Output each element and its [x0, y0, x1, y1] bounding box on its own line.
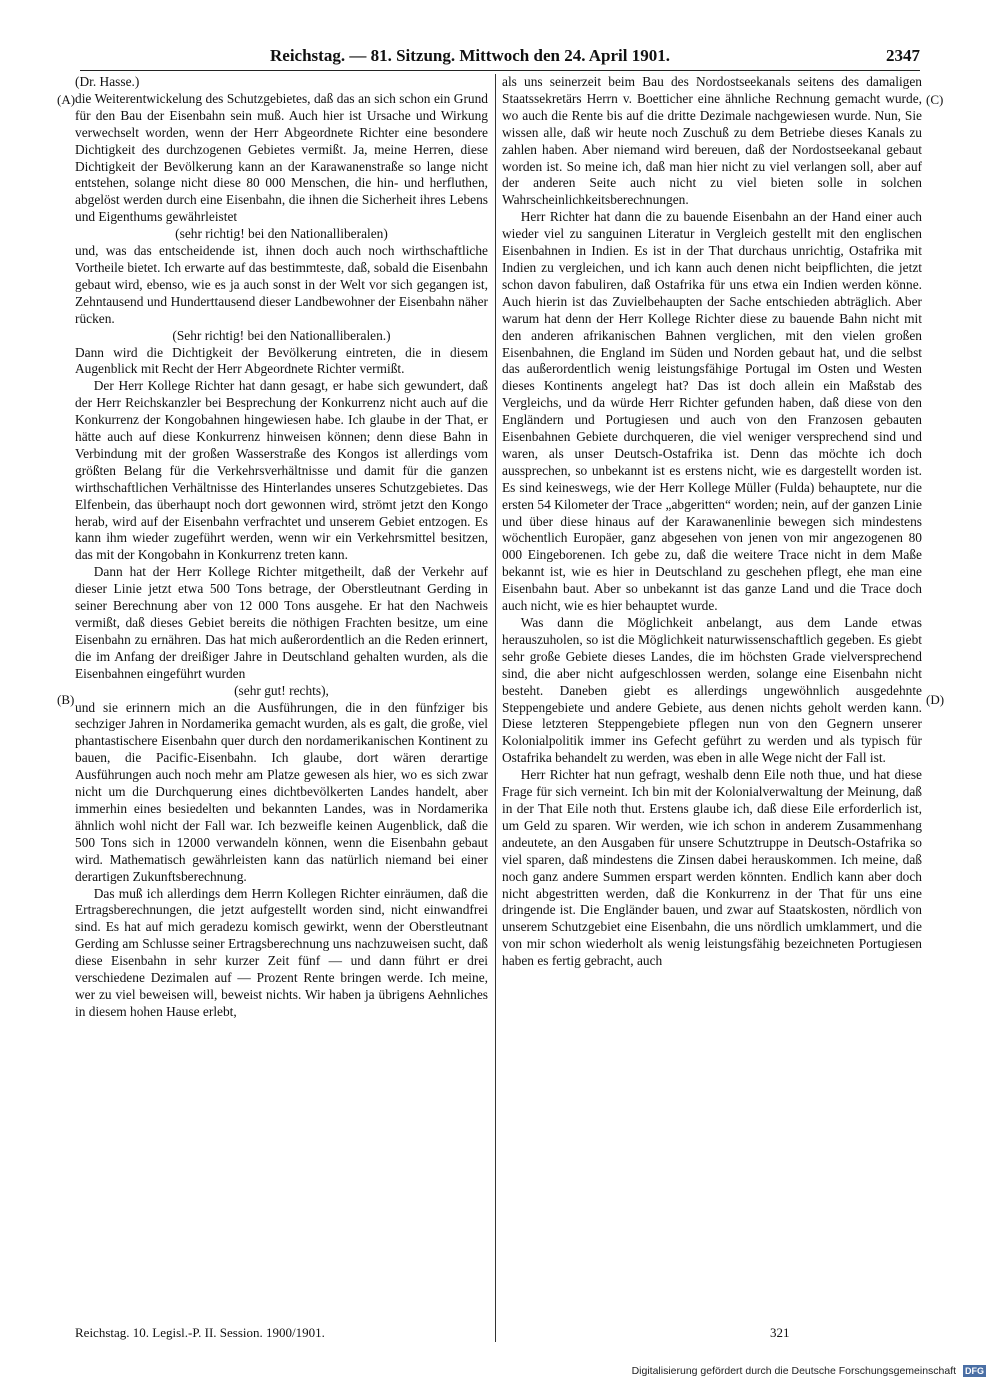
interjection: (sehr richtig! bei den Nationalliberalen) — [175, 226, 388, 242]
header-title: Reichstag. — 81. Sitzung. Mittwoch den 24. April 1901. — [270, 46, 670, 65]
paragraph: Was dann die Möglichkeit anbelangt, aus dem Lande etwas herauszuholen, so ist die Möglichkeit naturwissenschaftlich gegeben. Es giebt sehr große Gebiete dieses Landes, die im höchsten Grade vielversprechend sind, die aber nicht aufgeschlossen werden, solange eine Eisenbahn nicht besteht. Daneben giebt es allerdings ungewöhnlich ausgedehnte Steppengebiete und andere Gebiete, aus denen nichts geholt werden kann. Diese letzteren Steppengebiete pflegen nun von den Gegnern unserer Kolonialpolitik immer ins Gefecht geführt zu werden und als typisch für Ostafrika behandelt zu werden, was eben in alle Wege nicht der Fall ist. — [502, 615, 922, 766]
speaker-label: (Dr. Hasse.) — [75, 74, 140, 89]
paragraph: als uns seinerzeit beim Bau des Nordostseekanals seitens des damaligen Staatssekretärs Herrn v. Boetticher eine ähnliche Rechnung gemacht wurde, wo auch die Rente bis auf die dritte Dezimale nachgewiesen wurde. Nun, Sie wissen alle, daß wir heute noch Zuschuß zu dem Betriebe dieses Kanals zu zahlen haben. Aber niemand wird bereuen, daß der Nordostseekanal gebaut worden ist. So meine ich, daß man hier nicht zu viel verlangen soll, aber auf der anderen Seite auch nicht zu viel bieten solle in solchen Wahrscheinlichkeitsberechnungen. — [502, 74, 922, 208]
page-number: 2347 — [886, 46, 920, 65]
paragraph: und sie erinnern mich an die Ausführungen, die in den fünfziger bis sechziger Jahren in Nordamerika gemacht wurden, als es galt, die große, viel phantastischere Eisenbahn quer durch den nordamerikanischen Kontinent zu bauen, die Pacific-Eisenbahn. Ich glaube, dort wären derartige Ausführungen auch noch mehr am Platze gewesen als hier, wo es sich zwar nicht um die Durchquerung eines dichtbevölkerten Landes handelt, aber immerhin eines besiedelten und bekannten Landes, was in Nordamerika ähnlich wohl nicht der Fall war. Ich bezweifle keinen Augenblick, daß die 500 Tons sich in 12000 verwandeln können, wenn die Eisenbahn gebaut wird. Mathematisch gewährleisten kann das natürlich niemand bei einer derartigen Zukunftsberechnung. — [75, 699, 488, 884]
right-column — [502, 74, 922, 1344]
footer-sheet-number: 321 — [770, 1325, 790, 1340]
column-divider — [495, 74, 496, 1342]
interjection: (Sehr richtig! bei den Nationalliberalen.) — [172, 327, 391, 343]
footer-session: Reichstag. 10. Legisl.-P. II. Session. 1900/1901. — [75, 1325, 325, 1340]
digitization-credit — [632, 1365, 986, 1377]
paragraph: Herr Richter hat nun gefragt, weshalb denn Eile noth thue, und hat diese Frage für sich verneint. Ich bin mit der Kolonialverwaltung der Meinung, daß in der That Eile noth thut. Erstens glaube ich, daß diese Eile erforderlich ist, um Geld zu sparen. Wir werden, wie ich schon in anderem Zusammenhang andeutete, an den Ausgaben für unsere Schutztruppe in Deutsch-Ostafrika so viel sparen, daß mindestens die Zinsen dabei herauskommen. Ich meine, daß noch ganz andere Summen erspart werden könnten. Endlich kann aber doch nicht abgestritten werden, daß die Konkurrenz in der That für uns eine dringende ist. Die Engländer bauen, und zwar auf Staatskosten, nördlich von unserem Schutzgebiet eine Eisenbahn, die uns nördlich umklammert, und die von mir schon wiederholt als wenig leistungsfähig bezeichneten Portugiesen haben es fertig gebracht, auch — [502, 767, 922, 969]
margin-marker-d: (D) — [926, 692, 945, 707]
left-column — [75, 74, 488, 1344]
margin-marker-c: (C) — [926, 92, 944, 107]
paragraph: die Weiterentwickelung des Schutzgebietes, daß das an sich schon ein Grund für den Bau der Eisenbahn sein muß. Auch hier ist Ursache und Wirkung verwechselt worden, wenn der Herr Abgeordnete Richter eine besondere Dichtigkeit des durchzogenen Gebietes vermißt. Ja, meine Herren, diese Dichtigkeit der Bevölkerung kann an der Karawanenstraße so lange nicht entstehen, solange nicht diese 80 000 Menschen, die hin- und herfluthen, abgelöst werden durch eine Eisenbahn, die ihnen die Sicherheit ihres Lebens und Eigenthums gewährleistet — [75, 90, 488, 225]
paragraph: Dann hat der Herr Kollege Richter mitgetheilt, daß der Verkehr auf dieser Linie jetzt etwa 500 Tons betrage, der Oberstleutnant Gerding in seiner Berechnung aber von 12 000 Tons ausgehe. Er hat den Nachweis vermißt, daß dieses Gebiet bereits die nöthigen Frachten besitze, um eine Eisenbahn zu ernähren. Das hat mich außerordentlich an die Reden erinnert, die im Anfang der dreißiger Jahre in Deutschland gehalten wurden, als die Eisenbahnen eingeführt wurden — [75, 564, 488, 681]
interjection: (sehr gut! rechts), — [234, 682, 329, 698]
paragraph: Herr Richter hat dann die zu bauende Eisenbahn an der Hand einer auch wieder viel zu sanguinen Literatur in Vergleich gestellt mit den englischen Eisenbahnen in Indien. Es ist in der That durchaus unrichtig, Ostafrika mit Indien zu vergleichen, und ich kann auch denen nicht beipflichten, die jetzt schon davon fabuliren, daß Ostafrika für uns etwa ein Indien werden könne. Auch hierin ist das Zuvielbehaupten der Sache entschieden abträglich. Aber warum hat denn der Herr Kollege Richter diese zu bauende Bahn nicht mit den anderen afrikanischen Bahnen verglichen, mit den vielen großen Eisenbahnen, die England im Süden und Norden gebaut hat, und die selbst das außerordentlich wenig leistungsfähige Portugal im Osten und Westen dieses Kontinents angelegt hat? Das ist doch allein ein Maßstab des Vergleichs, und da würde Herr Richter gefunden haben, daß diese von den Engländern und Portugiesen und auch von den Franzosen gebauten Eisenbahnen Gebiete durchqueren, die viel weniger versprechend sind und waren, als unser Deutsch-Ostafrika ist. Denn das möchte ich doch aussprechen, so unbekannt ist es erstens nicht, wie es dargestellt worden ist. Es sind keineswegs, wie der Herr Kollege Müller (Fulda) behauptete, nur die ersten 54 Kilometer der Trace „abgeritten“ worden; nein, auf der ganzen Linie und über diese hinaus auf der Karawanenlinie bewegen sich mindestens wöchentlich Europäer, ganz abgesehen von jenen von mir angezogenen 80 000 Eingeborenen. Ich gebe zu, daß die weitere Trace nicht in dem Maße bekannt ist, wie es hier in Deutschland zu geschehen pflegt, ehe man eine Eisenbahn baut. Aber so unbekannt ist das ganze Land und die Trace doch auch nicht, wie es hier behauptet wurde. — [502, 209, 922, 614]
dfg-logo: DFG — [965, 1366, 984, 1376]
paragraph: und, was das entscheidende ist, ihnen doch auch noch wirthschaftliche Vortheile bietet. Ich erwarte auf das bestimmteste, daß, sobald die Eisenbahn gebaut wird, ebenso, wie es ja auch sonst in der Welt vor sich gegangen ist, Zehntausend und Hunderttausend dieser Landbewohner der Eisenbahn näher rücken. — [75, 243, 488, 326]
paragraph: Dann wird die Dichtigkeit der Bevölkerung eintreten, die in diesem Augenblick mit Recht der Herr Abgeordnete Richter vermißt. — [75, 344, 488, 377]
credit-text: Digitalisierung gefördert durch die Deutsche Forschungsgemeinschaft — [631, 1364, 957, 1377]
margin-marker-b: (B) — [57, 692, 75, 707]
page-header — [80, 44, 920, 71]
paragraph: Das muß ich allerdings dem Herrn Kollegen Richter einräumen, daß die Ertragsberechnungen, die jetzt aufgestellt worden sind, nicht einwandfrei sind. Es hat auf mich geradezu komisch gewirkt, wenn der Oberstleutnant Gerding am Schlusse seiner Ertragsberechnung uns nachzuweisen sucht, daß diese Eisenbahn in sehr kurzer Zeit fünf — und dann führt er drei verschiedene Dezimalen auf — Prozent Rente bringen werde. Ich meine, wer zu viel beweisen will, beweist nichts. Wir haben ja übrigens Aehnliches in diesem hohen Hause erlebt, — [75, 885, 488, 1019]
paragraph: Der Herr Kollege Richter hat dann gesagt, er habe sich gewundert, daß der Herr Reichskanzler bei Besprechung der Konkurrenz nicht auch auf die Konkurrenz der Kongobahnen hingewiesen habe. Ich glaube in der That, er hätte auch auf diese Konkurrenz hinweisen können; denn diese Bahn in Verbindung mit der großen Wasserstraße des Kongos ist allerdings vom größten Belang für die Verkehrsverhältnisse und damit für die ganzen wirthschaftlichen Verhältnisse des Hinterlandes unseres Schutzgebietes. Das Elfenbein, das überhaupt noch dort gewonnen wird, strömt jetzt den Kongo herab, wird auf der Eisenbahn verfrachtet und unserem Gebiet entzogen. Es kann ihm wieder zugeführt werden, wenn wir ein Verkehrsmittel besitzen, das mit der Kongobahn in Konkurrenz treten kann. — [75, 378, 488, 563]
margin-marker-a: (A) — [57, 92, 76, 107]
